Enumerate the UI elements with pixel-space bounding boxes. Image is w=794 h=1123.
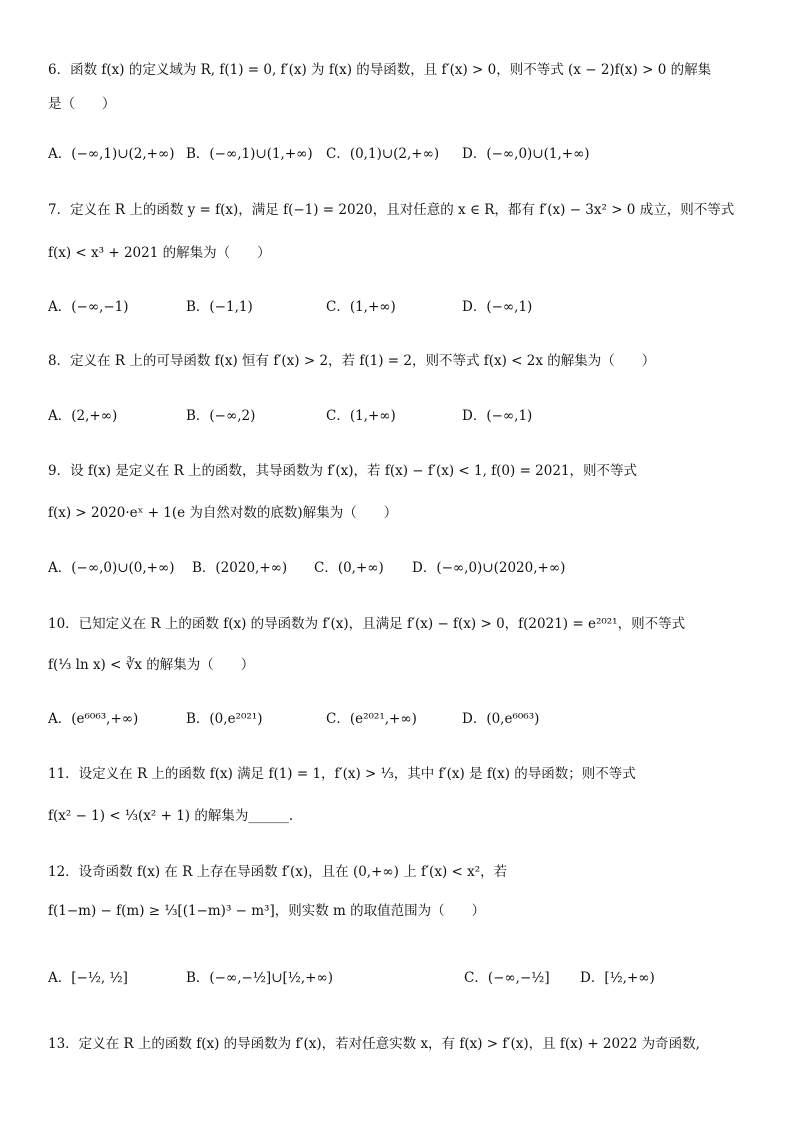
q10-option-c: C．(e²⁰²¹,+∞): [326, 711, 417, 727]
q8-option-d: D．(−∞,1): [462, 408, 533, 424]
q12-option-d: D．[½,+∞): [580, 970, 655, 986]
q11-stem-line2: f(x² − 1) < ⅓(x² + 1) 的解集为______.: [48, 808, 294, 824]
q6-stem-line2: 是（ ）: [48, 96, 116, 112]
q9-stem-line2: f(x) > 2020·eˣ + 1(e 为自然对数的底数)解集为（ ）: [48, 505, 398, 521]
q9-option-a: A．(−∞,0)∪(0,+∞): [48, 560, 175, 576]
q10-option-d: D．(0,e⁶⁰⁶³): [462, 711, 540, 727]
q10-stem-line1: 10．已知定义在 R 上的函数 f(x) 的导函数为 f′(x)，且满足 f′(x) − f(x) > 0，f(2021) = e²⁰²¹，则不等式: [48, 616, 686, 632]
q6-option-d: D．(−∞,0)∪(1,+∞): [462, 146, 590, 162]
q7-option-b: B．(−1,1): [186, 299, 253, 315]
q6-option-b: B．(−∞,1)∪(1,+∞): [186, 146, 313, 162]
q9-option-d: D．(−∞,0)∪(2020,+∞): [412, 560, 566, 576]
q6-option-a: A．(−∞,1)∪(2,+∞): [48, 146, 175, 162]
q7-option-d: D．(−∞,1): [462, 299, 533, 315]
q9-option-c: C．(0,+∞): [314, 560, 384, 576]
q8-stem-line1: 8．定义在 R 上的可导函数 f(x) 恒有 f′(x) > 2，若 f(1) = 2，则不等式 f(x) < 2x 的解集为（ ）: [48, 353, 656, 369]
q9-option-b: B．(2020,+∞): [192, 560, 288, 576]
q6-stem-line1: 6．函数 f(x) 的定义域为 R, f(1) = 0, f′(x) 为 f(x) 的导函数，且 f′(x) > 0，则不等式 (x − 2)f(x) > 0 的解集: [48, 62, 712, 78]
q10-option-a: A．(e⁶⁰⁶³,+∞): [48, 711, 139, 727]
q12-option-c: C．(−∞,−½]: [464, 970, 550, 986]
q7-option-c: C．(1,+∞): [326, 299, 396, 315]
q12-option-b: B．(−∞,−½]∪[½,+∞): [186, 970, 333, 986]
q10-option-b: B．(0,e²⁰²¹): [186, 711, 263, 727]
q7-stem-line1: 7．定义在 R 上的函数 y = f(x)，满足 f(−1) = 2020，且对任意的 x ∈ R，都有 f′(x) − 3x² > 0 成立，则不等式: [48, 202, 735, 218]
q9-stem-line1: 9．设 f(x) 是定义在 R 上的函数，其导函数为 f′(x)，若 f(x) − f′(x) < 1, f(0) = 2021，则不等式: [48, 463, 638, 479]
q12-option-a: A．[−½, ½]: [48, 970, 128, 986]
q12-stem-line2: f(1−m) − f(m) ≥ ⅓[(1−m)³ − m³]，则实数 m 的取值范围为（ ）: [48, 903, 486, 919]
q8-option-a: A．(2,+∞): [48, 408, 118, 424]
q7-option-a: A．(−∞,−1): [48, 299, 129, 315]
q10-stem-line2: f(⅓ ln x) < ∛x 的解集为（ ）: [48, 657, 255, 673]
q12-stem-line1: 12．设奇函数 f(x) 在 R 上存在导函数 f′(x)，且在 (0,+∞) 上 f′(x) < x²，若: [48, 864, 508, 880]
q6-option-c: C．(0,1)∪(2,+∞): [326, 146, 440, 162]
q8-option-c: C．(1,+∞): [326, 408, 396, 424]
q13-stem-line1: 13．定义在 R 上的函数 f(x) 的导函数为 f′(x)，若对任意实数 x，有 f(x) > f′(x)，且 f(x) + 2022 为奇函数,: [48, 1036, 700, 1052]
q7-stem-line2: f(x) < x³ + 2021 的解集为（ ）: [48, 245, 271, 261]
q8-option-b: B．(−∞,2): [186, 408, 256, 424]
q11-stem-line1: 11．设定义在 R 上的函数 f(x) 满足 f(1) = 1，f′(x) > ⅓，其中 f′(x) 是 f(x) 的导函数；则不等式: [48, 766, 636, 782]
